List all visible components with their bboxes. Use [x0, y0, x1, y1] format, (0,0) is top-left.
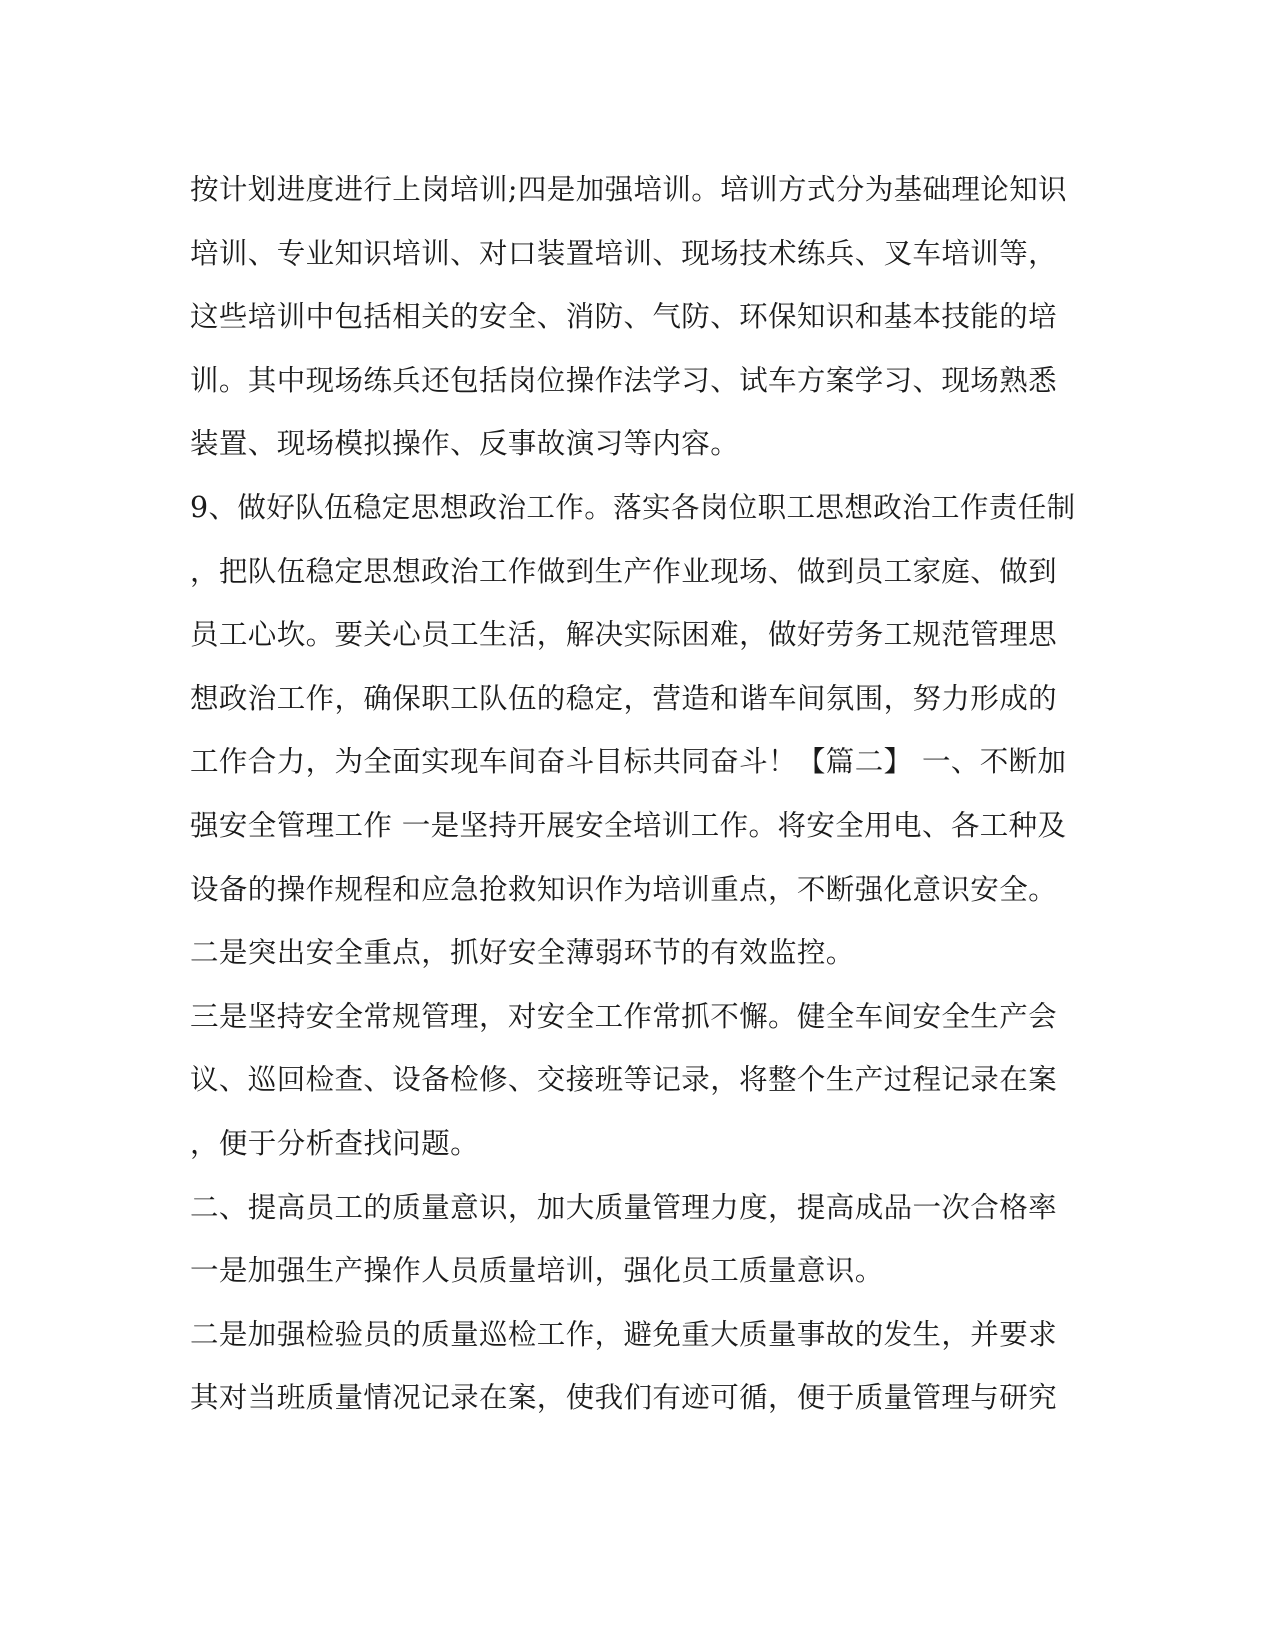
text-line: 其对当班质量情况记录在案，使我们有迹可循，便于质量管理与研究: [190, 1381, 1058, 1415]
text-line: 二是突出安全重点，抓好安全薄弱环节的有效监控。: [190, 936, 855, 970]
text-line: 议、巡回检查、设备检修、交接班等记录，将整个生产过程记录在案: [190, 1063, 1058, 1097]
text-line: 一是加强生产操作人员质量培训，强化员工质量意识。: [190, 1254, 884, 1288]
text-line: 设备的操作规程和应急抢救知识作为培训重点，不断强化意识安全。: [190, 872, 1058, 906]
text-line: 二、提高员工的质量意识，加大质量管理力度，提高成品一次合格率: [190, 1190, 1058, 1224]
text-line: ，把队伍稳定思想政治工作做到生产作业现场、做到员工家庭、做到: [190, 554, 1058, 588]
text-line: 培训、专业知识培训、对口装置培训、现场技术练兵、叉车培训等，: [190, 236, 1058, 270]
text-line: ，便于分析查找问题。: [190, 1126, 480, 1160]
text-line: 员工心坎。要关心员工生活，解决实际困难，做好劳务工规范管理思: [190, 618, 1058, 652]
text-line: 二是加强检验员的质量巡检工作，避免重大质量事故的发生，并要求: [190, 1317, 1058, 1351]
text-line: 9、做好队伍稳定思想政治工作。落实各岗位职工思想政治工作责任制: [190, 490, 1076, 524]
text-line: 三是坚持安全常规管理，对安全工作常抓不懈。健全车间安全生产会: [190, 999, 1058, 1033]
text-line: 强安全管理工作 一是坚持开展安全培训工作。将安全用电、各工种及: [190, 808, 1067, 842]
document-body: [190, 158, 1090, 1430]
text-line: 训。其中现场练兵还包括岗位操作法学习、试车方案学习、现场熟悉: [190, 363, 1058, 397]
text-line: 这些培训中包括相关的安全、消防、气防、环保知识和基本技能的培: [190, 300, 1058, 334]
text-line: 工作合力，为全面实现车间奋斗目标共同奋斗！【篇二】 一、不断加: [190, 745, 1067, 779]
text-line: 想政治工作，确保职工队伍的稳定，营造和谐车间氛围，努力形成的: [190, 681, 1058, 715]
text-line: 按计划进度进行上岗培训;四是加强培训。培训方式分为基础理论知识: [190, 173, 1068, 206]
text-line: 装置、现场模拟操作、反事故演习等内容。: [190, 427, 740, 461]
